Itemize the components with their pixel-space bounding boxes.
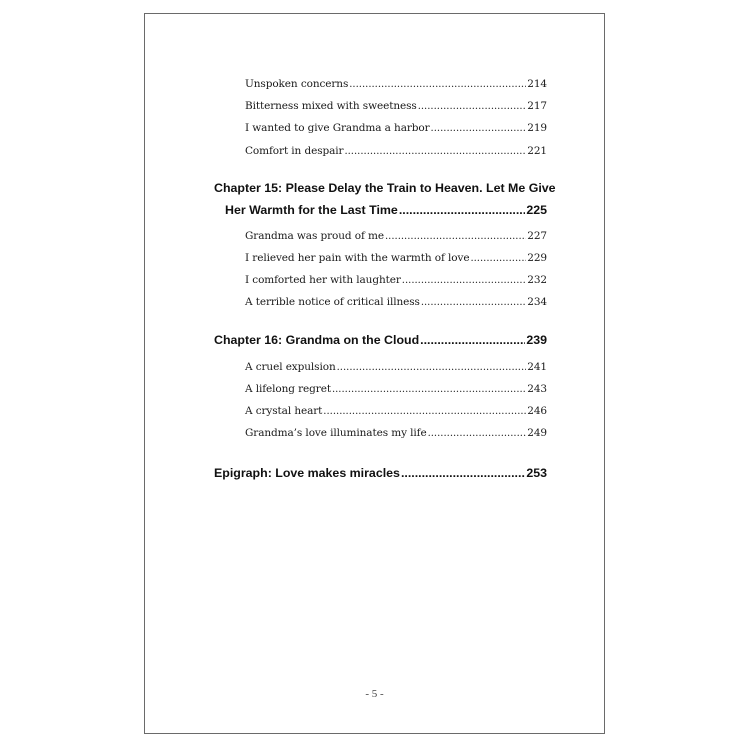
toc-entry-section (245, 251, 547, 266)
section-title: Bitterness mixed with sweetness (245, 100, 417, 112)
dot-leader (431, 122, 527, 136)
page-number: 234 (527, 296, 547, 308)
page-number: 225 (526, 203, 547, 217)
epigraph-title: Epigraph: Love makes miracles (214, 466, 400, 480)
toc-entry-section (245, 77, 547, 92)
toc-entry-section (245, 273, 547, 288)
page-number: 249 (527, 427, 547, 439)
toc-entry-chapter-15 (225, 203, 547, 218)
toc-entry-section (245, 229, 547, 244)
dot-leader (420, 333, 525, 348)
dot-leader (421, 296, 526, 310)
dot-leader (332, 383, 526, 397)
toc-entry-chapter-15-line1: Chapter 15: Please Delay the Train to Heaven. Let Me Give (214, 181, 556, 195)
section-title: A terrible notice of critical illness (245, 296, 420, 308)
page-number: 229 (527, 252, 547, 264)
page-number: 246 (527, 405, 547, 417)
page-number: 227 (527, 230, 547, 242)
section-title: A cruel expulsion (245, 361, 336, 373)
dot-leader (323, 405, 526, 419)
page-number: 219 (527, 122, 547, 134)
dot-leader (418, 100, 527, 114)
page-number: 214 (527, 78, 547, 90)
section-title: A lifelong regret (245, 383, 331, 395)
toc-entry-section (245, 404, 547, 419)
chapter-title: Her Warmth for the Last Time (225, 203, 398, 217)
page-number: 217 (527, 100, 547, 112)
section-title: Grandma’s love illuminates my life (245, 427, 427, 439)
page-number: 239 (526, 333, 547, 347)
toc-entry-section (245, 360, 547, 375)
page-number: 253 (526, 466, 547, 480)
section-title: I comforted her with laughter (245, 274, 401, 286)
section-title: A crystal heart (245, 405, 323, 417)
dot-leader (349, 78, 526, 92)
dot-leader (402, 274, 526, 288)
dot-leader (470, 252, 526, 266)
page-number: 241 (527, 361, 547, 373)
toc-entry-chapter-16 (214, 333, 547, 348)
section-title: Unspoken concerns (245, 78, 349, 90)
page-number: 232 (527, 274, 547, 286)
page-folio: - 5 - (365, 688, 384, 700)
dot-leader (401, 466, 525, 481)
toc-entry-section (245, 426, 547, 441)
page-number: 243 (527, 383, 547, 395)
dot-leader (385, 230, 526, 244)
dot-leader (337, 361, 527, 375)
section-title: I wanted to give Grandma a harbor (245, 122, 430, 134)
toc-entry-section (245, 382, 547, 397)
section-title: Comfort in despair (245, 145, 344, 157)
section-title: I relieved her pain with the warmth of love (245, 252, 470, 264)
toc-entry-section (245, 295, 547, 310)
page-number: 221 (527, 145, 547, 157)
toc-entry-section (245, 144, 547, 159)
dot-leader (399, 203, 526, 218)
toc-entry-section (245, 121, 547, 136)
dot-leader (428, 427, 527, 441)
toc-entry-epigraph (214, 466, 547, 481)
section-title: Grandma was proud of me (245, 230, 384, 242)
chapter-title: Chapter 16: Grandma on the Cloud (214, 333, 420, 347)
book-page (144, 13, 605, 734)
dot-leader (344, 145, 526, 159)
toc-entry-section (245, 99, 547, 114)
